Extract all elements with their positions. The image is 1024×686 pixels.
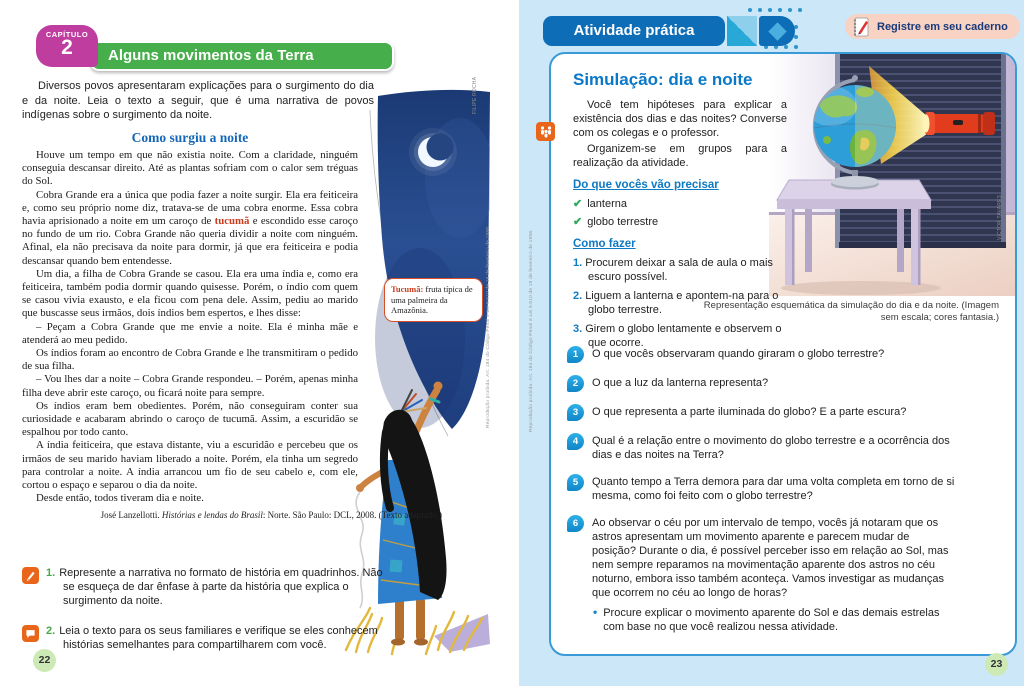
activity-item-1 [22, 566, 393, 608]
materials-heading: Do que vocês vão precisar [573, 179, 719, 191]
story-paragraph: – Peçam a Cobra Grande que me envie a noite. Ela é minha mãe e atenderá ao meu pedido. [22, 320, 358, 346]
story-paragraph: Desde então, todos tiveram dia e noite. [36, 492, 204, 505]
story-paragraph: Houve um tempo em que não existia noite. Com a claridade, ninguém conseguia descansar direito. Até as plantas sofriam com o calor sem tréguas do Sol. [22, 149, 358, 188]
story-title: Como surgiu a noite [131, 130, 249, 145]
activity-intro-2: Organizem-se em grupos para a realização da atividade. [573, 143, 787, 169]
day-night-simulation-illustration [769, 54, 1015, 296]
question-sub-bullet: • Procure explicar o movimento aparente do Sol e das demais estrelas com base no que você realizou nessa atividade. [593, 605, 940, 633]
step-item: 1. Procurem deixar a sala de aula o mais escuro possível. [573, 257, 773, 283]
register-badge-label: Registre em seu caderno [877, 20, 1008, 33]
question-item: 3 O que representa a parte iluminada do globo? E a parte escura? [567, 405, 1003, 421]
question-number-badge: 1 [567, 346, 584, 363]
chapter-number: 2 [61, 36, 73, 59]
glossary-definition: fruta típica de uma palmeira da Amazônia. [391, 284, 473, 315]
activity-panel [549, 52, 1017, 656]
story-paragraph: Cobra Grande era a única que podia fazer a noite surgir. Ela era feiticeira e, como seu próprio nome diz, tratava-se de uma cobra enorme. Essa cobra havia aprisionado a noite em um caroço de tucumã e escondido esse caroço no fundo de um rio. Cobra Grande não queria dividir a noite com ninguém. Afinal, ela não precisava da noite para dormir, já que era feiticeira e podia descansar quando bem entendesse. [22, 188, 358, 267]
story-paragraph: A índia feiticeira, que estava distante, viu a escuridão e percebeu que os irmãos de seu marido haviam liberado a noite. Porém, ela tinha um segredo para controlar a noite. A índia arrancou um fio de seu cabelo e, com ele, cortou o espaço e separou o dia da noite. [22, 439, 358, 492]
figure-caption: Representação esquemática da simulação do dia e da noite. (Imagem sem escala; cores fantasia.) [703, 300, 999, 323]
question-item: 1 O que vocês observaram quando giraram o globo terrestre? [567, 347, 1003, 363]
flashlight [923, 112, 996, 135]
question-number-badge: 3 [567, 404, 584, 421]
story-paragraph: Os índios eram bem obedientes. Porém, não conseguiram conter sua curiosidade e acabaram abrindo o caroço de tucumã. Assim, a escuridão se espalhou por todo canto. [22, 399, 358, 439]
speech-bubble-icon [22, 625, 39, 642]
highlighted-term: tucumã [214, 215, 250, 228]
illustrator-credit-right: VICTOR TAVARES [997, 194, 1003, 240]
material-item: ✔ lanterna [573, 198, 627, 210]
deco-diamond-icon [768, 22, 786, 40]
crescent-moon-icon [409, 128, 457, 176]
check-icon: ✔ [573, 216, 583, 228]
activity-intro-1: Você tem hipóteses para explicar a existência dos dias e das noites? Converse com os colegas e o professor. [573, 99, 787, 139]
question-item: 2 O que a luz da lanterna representa? [567, 376, 1003, 392]
activity-item-2 [22, 624, 393, 652]
question-number-badge: 4 [567, 433, 584, 450]
story-paragraph: – Vou lhes dar a noite – Cobra Grande respondeu. – Porém, apenas minha filha deve abrir este caroço, ou ficará noite para sempre. [22, 373, 358, 399]
register-badge [845, 14, 1020, 39]
right-page [519, 0, 1024, 686]
legal-notice-right: Reprodução proibida. Art. 184 do Código Penal e Lei 9.610 de 19 de fevereiro de 1998. [529, 229, 534, 432]
question-number-badge: 2 [567, 375, 584, 392]
story-paragraph: Um dia, a filha de Cobra Grande se casou. Ela era uma índia e, como era feiticeira, também podia dormir quando quisesse. Porém, o índio com quem se casou vivia exausto, e ela ficou com pena dele. Assim, pediu ao marido que buscasse seus irmãos, dois índios bem espertos, e lhes disse: [22, 267, 358, 320]
question-number-badge: 5 [567, 474, 584, 491]
notebook-pencil-icon [851, 16, 871, 38]
question-item: 6 Ao observar o céu por um intervalo de tempo, vocês já notaram que os astros apresentam um movimento aparente e parecem mudar de posição? Durante o dia, é possível perceber isso em relação ao Sol, mas nem sempre reparamos na movimentação aparente dos astros no céu noturno, embora isso também aconteça. Vamos investigar as mudanças que ocorrem no céu ao longo de horas? [567, 516, 1003, 600]
questions-list [567, 347, 1003, 634]
story-paragraph: Os índios foram ao encontro de Cobra Grande e lhe transmitiram o pedido de sua filha. [22, 347, 358, 373]
intro-paragraph: Diversos povos apresentaram explicações para o surgimento do dia e da noite. Leia o texto a seguir, que é uma narrativa de povos indígenas sobre o surgimento da noite. [22, 80, 374, 121]
chapter-label: CAPÍTULO [45, 30, 89, 39]
source-citation: José Lanzellotti. Histórias e lendas do Brasil: Norte. São Paulo: DCL, 2008. (Texto adaptado.) [100, 510, 442, 521]
chapter-title-banner: Alguns movimentos da Terra [90, 41, 394, 71]
legal-notice-left: Reprodução proibida. Art. 184 do Código Penal e Lei 9.610 de 19 de fevereiro de 1998. [486, 225, 491, 428]
question-item: 4 Qual é a relação entre o movimento do globo terrestre e a ocorrência dos dias e das noites na Terra? [567, 434, 1003, 462]
dots-pattern [745, 5, 807, 14]
activity-title: Simulação: dia e noite [573, 70, 753, 89]
material-item: ✔ globo terrestre [573, 216, 659, 228]
pencil-icon [22, 567, 39, 584]
deco-drop-shape [759, 16, 795, 46]
step-item: 2. Liguem a lanterna e apontem-na para o globo terrestre. [573, 290, 779, 316]
bullet-icon: • [593, 605, 598, 619]
page-number-left: 22 [33, 649, 56, 672]
question-number-badge: 6 [567, 515, 584, 532]
glossary-box [384, 278, 483, 322]
illustrator-credit-left: FILIPE ROCHA [472, 76, 478, 114]
chapter-badge [36, 25, 98, 67]
section-banner: Atividade prática [543, 16, 725, 46]
deco-triangle-square [727, 16, 757, 46]
question-item: 5 Quanto tempo a Terra demora para dar uma volta completa em torno de si mesma, como foi feito com o globo terrestre? [567, 475, 1003, 503]
check-icon: ✔ [573, 198, 583, 210]
group-work-icon [536, 122, 555, 141]
steps-heading: Como fazer [573, 238, 636, 250]
activity-text: 1. Represente a narrativa no formato de história em quadrinhos. Não se esqueça de dar ênfase à parte da história que explica o surgimento da noite. [46, 567, 383, 607]
page-number-right: 23 [985, 653, 1008, 676]
step-item: 3. Girem o globo lentamente e observem o que ocorre. [573, 323, 782, 349]
activity-text: 2. Leia o texto para os seus familiares e verifique se eles conhecem histórias semelhantes para compartilharem com você. [46, 625, 378, 651]
glossary-term: Tucumã: [391, 284, 424, 294]
